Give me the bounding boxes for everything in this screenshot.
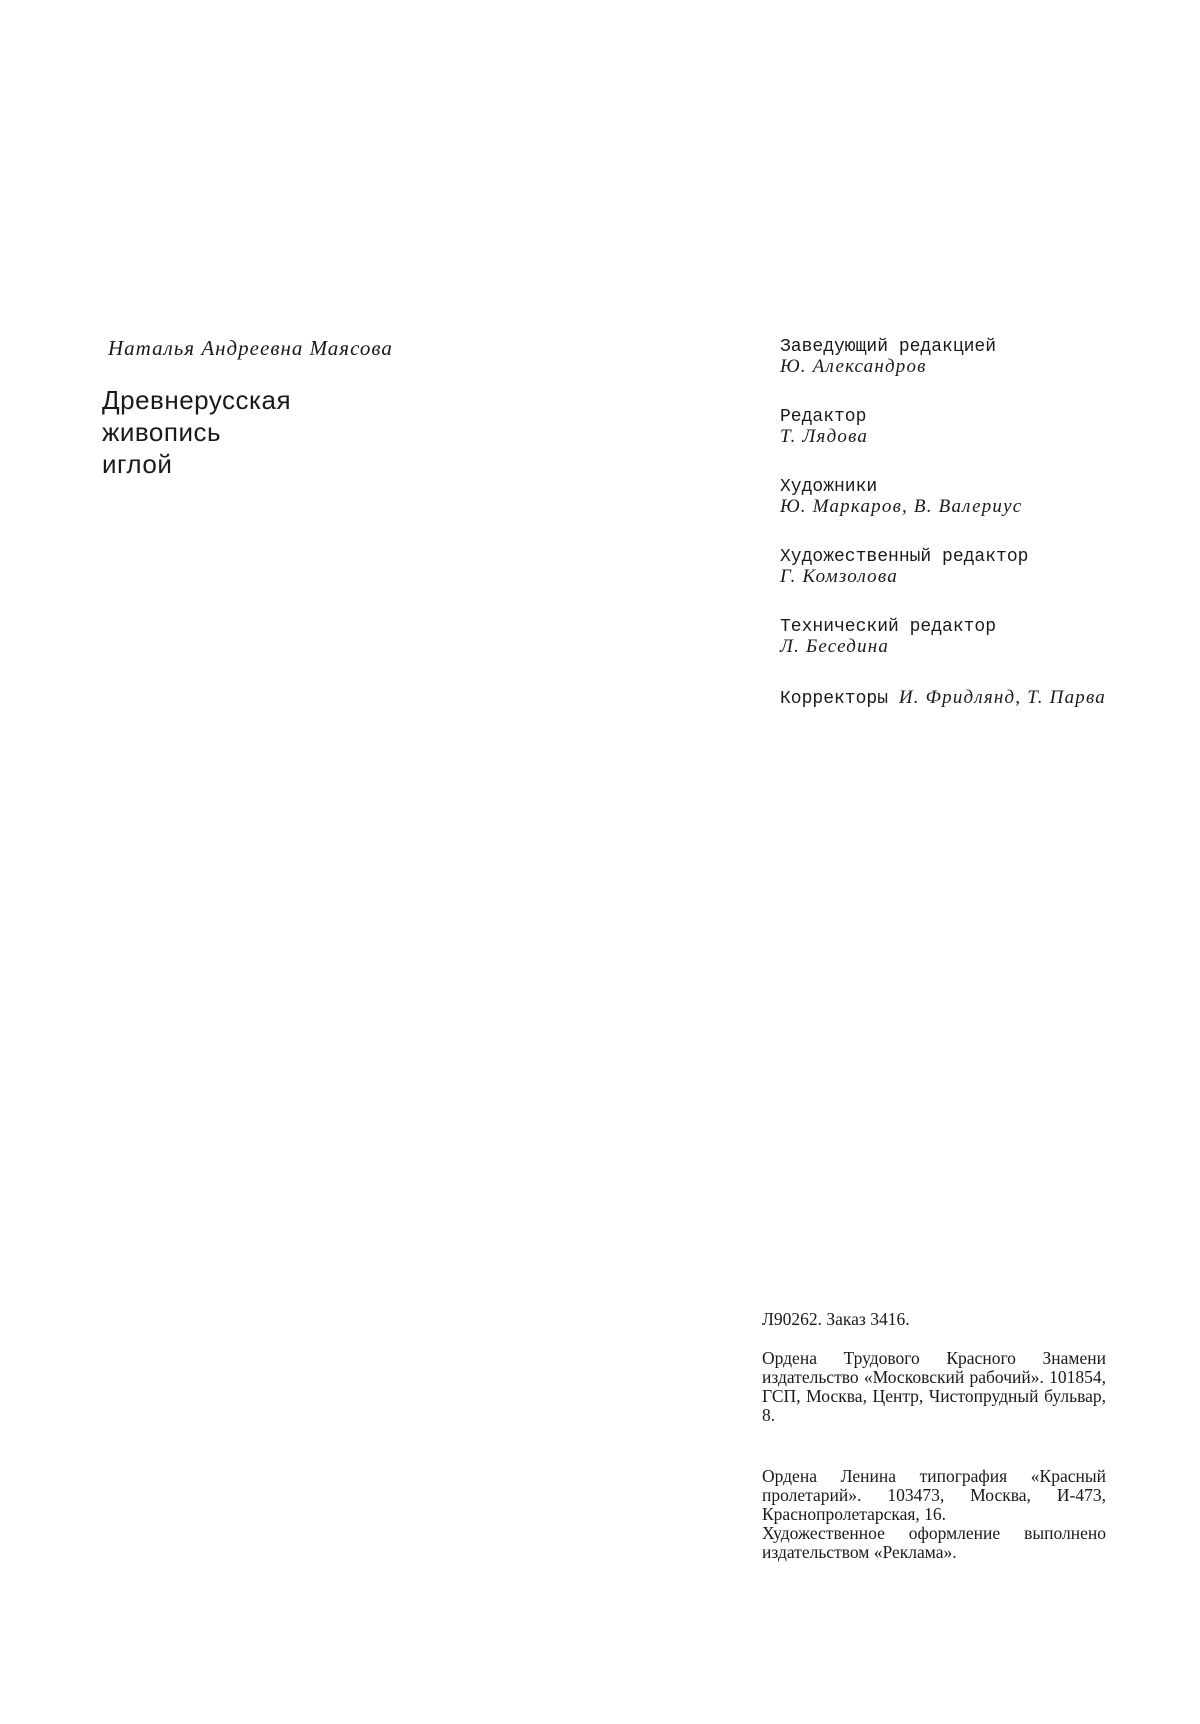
credit-role: Технический редактор <box>780 617 997 637</box>
credit-entry <box>780 408 1110 446</box>
credits-block <box>780 338 1110 741</box>
credit-entry <box>780 618 1110 656</box>
credit-entry <box>780 338 1110 376</box>
credit-name: Т. Лядова <box>780 426 869 447</box>
credit-name: Ю. Маркаров, В. Валериус <box>780 496 1023 517</box>
credit-entry <box>780 548 1110 586</box>
order-number: Л90262. Заказ 3416. <box>762 1309 910 1329</box>
imprint-block <box>762 1310 1106 1562</box>
credit-name: И. Фридлянд, Т. Парва <box>898 687 1107 708</box>
book-title <box>102 384 291 480</box>
title-line: живопись <box>102 417 222 447</box>
credit-name: Ю. Александров <box>780 356 927 377</box>
credit-role: Художники <box>780 477 878 497</box>
publisher-info: Ордена Трудового Красного Знамени издательство «Московский рабочий». 101854, ГСП, Москва, Центр, Чистопрудный бульвар, 8. <box>762 1348 1106 1425</box>
printer-info: Ордена Ленина типография «Красный пролетарий». 103473, Москва, И-473, Краснопролетарская, 16. <box>762 1466 1106 1524</box>
credit-name: Г. Комзолова <box>780 566 898 587</box>
credit-role: Заведующий редакцией <box>780 337 997 357</box>
design-credit: Художественное оформление выполнено издательством «Реклама». <box>762 1523 1106 1562</box>
author-name: Наталья Андреевна Маясова <box>108 336 393 360</box>
credit-entry <box>780 688 1110 709</box>
credit-name: Л. Беседина <box>780 636 890 657</box>
credit-role: Корректоры <box>780 689 899 709</box>
credit-role: Художественный редактор <box>780 547 1029 567</box>
credit-role: Редактор <box>780 407 867 427</box>
credit-entry <box>780 478 1110 516</box>
title-line: иглой <box>102 449 173 479</box>
title-line: Древнерусская <box>102 385 292 415</box>
